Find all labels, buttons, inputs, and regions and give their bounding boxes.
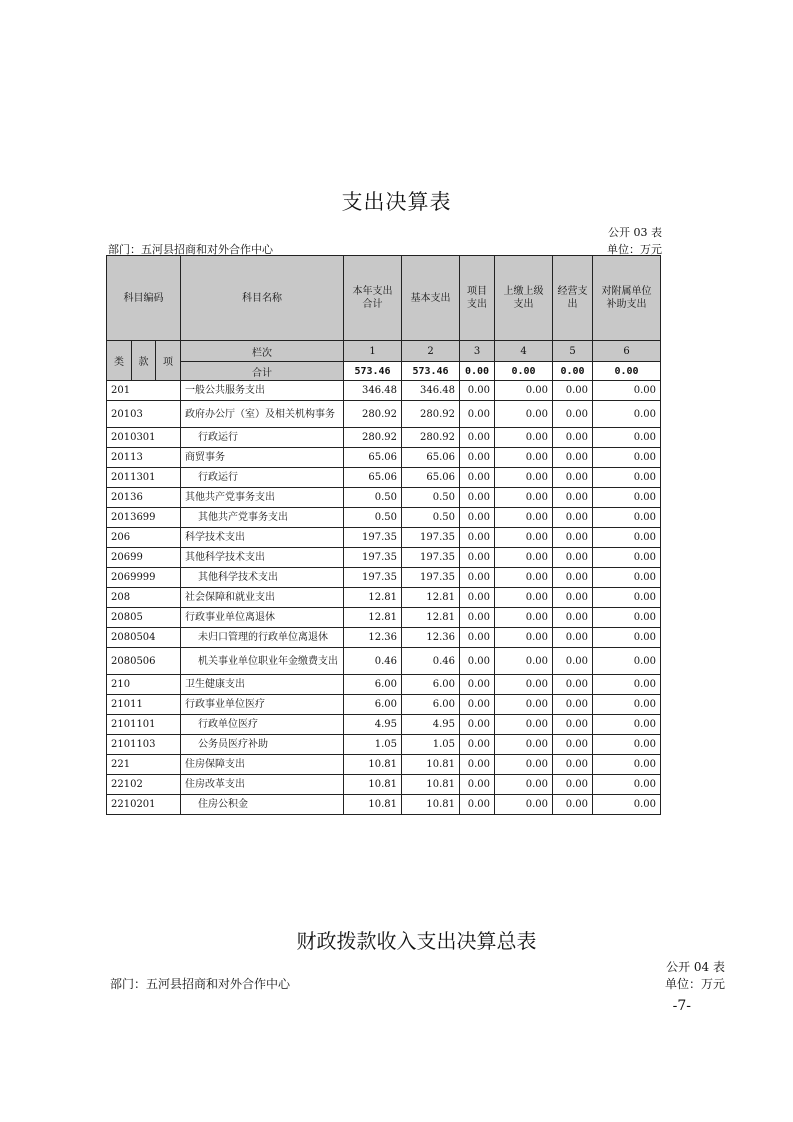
row-value: 0.00 <box>593 588 661 608</box>
table-row <box>107 448 661 468</box>
row-value: 197.35 <box>344 568 402 588</box>
row-value: 0.00 <box>553 675 593 695</box>
row-value: 0.00 <box>495 735 553 755</box>
row-value: 0.00 <box>593 568 661 588</box>
sum-value: 0.00 <box>495 362 553 381</box>
row-value: 280.92 <box>402 401 460 428</box>
table-row <box>107 401 661 428</box>
row-value: 1.05 <box>344 735 402 755</box>
row-value: 280.92 <box>344 401 402 428</box>
row-value: 0.00 <box>553 695 593 715</box>
row-value: 0.00 <box>553 608 593 628</box>
table-row <box>107 528 661 548</box>
row-value: 0.00 <box>460 675 495 695</box>
table-row <box>107 755 661 775</box>
table-row <box>107 568 661 588</box>
table1-title: 支出决算表 <box>341 190 452 214</box>
table-row <box>107 508 661 528</box>
row-name: 行政运行 <box>181 468 344 488</box>
col-number: 2 <box>402 341 460 362</box>
row-name: 科学技术支出 <box>181 528 344 548</box>
col-number: 6 <box>593 341 661 362</box>
row-value: 12.81 <box>402 588 460 608</box>
row-value: 0.00 <box>593 608 661 628</box>
header-project: 项目支出 <box>460 256 495 341</box>
header-name: 科目名称 <box>181 256 344 341</box>
row-value: 10.81 <box>402 775 460 795</box>
header-business: 经营支出 <box>553 256 593 341</box>
row-value: 0.00 <box>495 588 553 608</box>
row-value: 280.92 <box>402 428 460 448</box>
table-row <box>107 488 661 508</box>
row-value: 0.00 <box>460 508 495 528</box>
row-value: 0.00 <box>593 381 661 401</box>
header-xiang: 项 <box>156 341 181 381</box>
row-value: 10.81 <box>402 755 460 775</box>
row-code: 20699 <box>107 548 181 568</box>
row-value: 0.00 <box>495 775 553 795</box>
row-value: 10.81 <box>344 775 402 795</box>
row-name: 未归口管理的行政单位离退休 <box>181 628 344 648</box>
row-value: 0.00 <box>495 468 553 488</box>
row-value: 0.00 <box>593 468 661 488</box>
row-value: 197.35 <box>344 548 402 568</box>
row-value: 0.00 <box>460 755 495 775</box>
header-lei: 类 <box>107 341 132 381</box>
row-value: 0.00 <box>495 715 553 735</box>
row-code: 206 <box>107 528 181 548</box>
row-value: 197.35 <box>402 528 460 548</box>
table2-unit: 单位：万元 <box>664 977 725 991</box>
row-value: 346.48 <box>344 381 402 401</box>
row-value: 0.00 <box>593 695 661 715</box>
row-code: 20805 <box>107 608 181 628</box>
row-name: 公务员医疗补助 <box>181 735 344 755</box>
row-value: 0.00 <box>593 775 661 795</box>
row-value: 0.00 <box>495 755 553 775</box>
row-value: 0.00 <box>495 628 553 648</box>
row-value: 0.00 <box>593 715 661 735</box>
page-number: -7- <box>672 998 691 1014</box>
row-value: 0.00 <box>460 401 495 428</box>
row-code: 2101103 <box>107 735 181 755</box>
row-value: 0.00 <box>495 648 553 675</box>
row-code: 208 <box>107 588 181 608</box>
row-code: 2080506 <box>107 648 181 675</box>
row-name: 一般公共服务支出 <box>181 381 344 401</box>
row-value: 0.00 <box>553 508 593 528</box>
row-value: 0.00 <box>495 795 553 815</box>
row-value: 0.00 <box>495 568 553 588</box>
row-value: 0.00 <box>553 715 593 735</box>
row-code: 2010301 <box>107 428 181 448</box>
row-value: 0.00 <box>495 548 553 568</box>
row-value: 0.00 <box>553 775 593 795</box>
row-value: 0.50 <box>402 488 460 508</box>
sum-value: 573.46 <box>344 362 402 381</box>
row-value: 0.00 <box>553 548 593 568</box>
row-value: 0.00 <box>495 428 553 448</box>
row-value: 197.35 <box>344 528 402 548</box>
row-value: 0.00 <box>593 428 661 448</box>
row-name: 行政事业单位离退休 <box>181 608 344 628</box>
row-value: 0.00 <box>460 628 495 648</box>
row-value: 6.00 <box>402 695 460 715</box>
row-code: 20113 <box>107 448 181 468</box>
row-value: 0.00 <box>495 695 553 715</box>
row-value: 0.00 <box>553 401 593 428</box>
row-value: 0.00 <box>593 448 661 468</box>
table1-department: 部门：五河县招商和对外合作中心 <box>108 243 273 256</box>
row-code: 20136 <box>107 488 181 508</box>
row-value: 0.46 <box>344 648 402 675</box>
table-row <box>107 548 661 568</box>
row-value: 4.95 <box>344 715 402 735</box>
row-value: 0.00 <box>460 448 495 468</box>
row-value: 0.00 <box>553 381 593 401</box>
table-row <box>107 735 661 755</box>
row-code: 2210201 <box>107 795 181 815</box>
row-value: 197.35 <box>402 548 460 568</box>
row-value: 0.00 <box>593 508 661 528</box>
row-name: 其他共产党事务支出 <box>181 508 344 528</box>
row-name: 行政单位医疗 <box>181 715 344 735</box>
row-value: 10.81 <box>344 755 402 775</box>
row-value: 0.00 <box>460 468 495 488</box>
row-value: 10.81 <box>402 795 460 815</box>
row-code: 2080504 <box>107 628 181 648</box>
row-value: 0.00 <box>495 508 553 528</box>
row-name: 行政运行 <box>181 428 344 448</box>
table-row <box>107 775 661 795</box>
row-code: 2101101 <box>107 715 181 735</box>
header-basic: 基本支出 <box>402 256 460 341</box>
row-value: 0.00 <box>460 715 495 735</box>
sum-value: 573.46 <box>402 362 460 381</box>
row-value: 0.00 <box>553 648 593 675</box>
col-number: 4 <box>495 341 553 362</box>
row-value: 10.81 <box>344 795 402 815</box>
row-name: 住房改革支出 <box>181 775 344 795</box>
row-value: 0.00 <box>593 401 661 428</box>
header-code: 科目编码 <box>107 256 181 341</box>
table1-code: 公开 03 表 <box>608 226 662 239</box>
table-row <box>107 468 661 488</box>
row-value: 0.00 <box>593 675 661 695</box>
row-code: 22102 <box>107 775 181 795</box>
header-total: 本年支出合计 <box>344 256 402 341</box>
row-value: 0.00 <box>553 448 593 468</box>
row-value: 1.05 <box>402 735 460 755</box>
header-lanci: 栏次 <box>181 341 344 362</box>
row-value: 0.00 <box>553 588 593 608</box>
header-subsidy: 对附属单位补助支出 <box>593 256 661 341</box>
sum-row <box>107 362 661 381</box>
row-value: 0.00 <box>553 795 593 815</box>
row-value: 0.00 <box>593 755 661 775</box>
row-value: 0.00 <box>495 488 553 508</box>
row-value: 0.00 <box>553 568 593 588</box>
row-value: 0.00 <box>460 381 495 401</box>
row-name: 其他科学技术支出 <box>181 568 344 588</box>
row-value: 0.50 <box>344 488 402 508</box>
row-value: 0.00 <box>553 468 593 488</box>
row-code: 20103 <box>107 401 181 428</box>
row-value: 0.46 <box>402 648 460 675</box>
table-row <box>107 675 661 695</box>
row-name: 商贸事务 <box>181 448 344 468</box>
row-value: 0.00 <box>495 401 553 428</box>
row-value: 0.50 <box>344 508 402 528</box>
row-value: 0.00 <box>460 775 495 795</box>
row-value: 0.00 <box>593 648 661 675</box>
table-row <box>107 795 661 815</box>
row-value: 0.00 <box>460 695 495 715</box>
row-value: 0.00 <box>553 528 593 548</box>
header-kuan: 款 <box>132 341 156 381</box>
table2-department: 部门：五河县招商和对外合作中心 <box>110 977 291 991</box>
row-name: 卫生健康支出 <box>181 675 344 695</box>
expenditure-table <box>106 255 661 815</box>
row-value: 12.36 <box>402 628 460 648</box>
row-value: 0.00 <box>593 628 661 648</box>
table-row <box>107 715 661 735</box>
row-name: 机关事业单位职业年金缴费支出 <box>181 648 344 675</box>
row-value: 0.00 <box>495 381 553 401</box>
row-value: 280.92 <box>344 428 402 448</box>
row-value: 0.00 <box>460 548 495 568</box>
row-value: 12.81 <box>344 588 402 608</box>
row-value: 0.00 <box>495 675 553 695</box>
sum-value: 0.00 <box>593 362 661 381</box>
row-value: 0.00 <box>495 448 553 468</box>
table-row <box>107 381 661 401</box>
row-value: 0.00 <box>460 568 495 588</box>
row-name: 住房公积金 <box>181 795 344 815</box>
row-value: 0.00 <box>593 528 661 548</box>
row-value: 0.00 <box>593 548 661 568</box>
sum-value: 0.00 <box>460 362 495 381</box>
column-number-row <box>107 341 661 362</box>
row-name: 其他共产党事务支出 <box>181 488 344 508</box>
header-row <box>107 256 661 341</box>
row-value: 0.00 <box>495 608 553 628</box>
table2-code: 公开 04 表 <box>666 960 725 974</box>
table-row <box>107 695 661 715</box>
row-code: 2013699 <box>107 508 181 528</box>
row-value: 0.00 <box>553 755 593 775</box>
row-code: 21011 <box>107 695 181 715</box>
row-value: 197.35 <box>402 568 460 588</box>
row-value: 0.00 <box>460 795 495 815</box>
row-code: 201 <box>107 381 181 401</box>
row-value: 0.00 <box>553 488 593 508</box>
col-number: 5 <box>553 341 593 362</box>
row-code: 210 <box>107 675 181 695</box>
row-value: 65.06 <box>344 468 402 488</box>
row-name: 行政事业单位医疗 <box>181 695 344 715</box>
sum-label: 合计 <box>181 362 344 381</box>
row-value: 0.00 <box>495 528 553 548</box>
row-value: 65.06 <box>402 468 460 488</box>
row-value: 65.06 <box>402 448 460 468</box>
col-number: 1 <box>344 341 402 362</box>
row-value: 12.81 <box>344 608 402 628</box>
table-row <box>107 628 661 648</box>
row-value: 0.00 <box>593 488 661 508</box>
row-value: 6.00 <box>344 695 402 715</box>
row-name: 住房保障支出 <box>181 755 344 775</box>
row-value: 0.00 <box>593 795 661 815</box>
row-value: 0.00 <box>460 735 495 755</box>
row-value: 0.00 <box>553 628 593 648</box>
row-value: 4.95 <box>402 715 460 735</box>
row-value: 0.50 <box>402 508 460 528</box>
table-row <box>107 608 661 628</box>
row-value: 65.06 <box>344 448 402 468</box>
row-code: 2011301 <box>107 468 181 488</box>
row-value: 0.00 <box>460 528 495 548</box>
header-upper: 上缴上级支出 <box>495 256 553 341</box>
table2-title: 财政拨款收入支出决算总表 <box>296 929 537 953</box>
table-row <box>107 648 661 675</box>
table-row <box>107 428 661 448</box>
row-code: 221 <box>107 755 181 775</box>
row-value: 0.00 <box>593 735 661 755</box>
row-value: 346.48 <box>402 381 460 401</box>
table-row <box>107 588 661 608</box>
row-value: 0.00 <box>553 428 593 448</box>
row-value: 0.00 <box>460 608 495 628</box>
row-value: 12.81 <box>402 608 460 628</box>
sum-value: 0.00 <box>553 362 593 381</box>
col-number: 3 <box>460 341 495 362</box>
row-name: 其他科学技术支出 <box>181 548 344 568</box>
row-value: 0.00 <box>553 735 593 755</box>
row-value: 0.00 <box>460 428 495 448</box>
row-value: 12.36 <box>344 628 402 648</box>
row-name: 政府办公厅（室）及相关机构事务 <box>181 401 344 428</box>
row-value: 6.00 <box>402 675 460 695</box>
row-value: 0.00 <box>460 588 495 608</box>
row-code: 2069999 <box>107 568 181 588</box>
row-value: 6.00 <box>344 675 402 695</box>
row-value: 0.00 <box>460 488 495 508</box>
table1-unit: 单位：万元 <box>607 243 662 256</box>
row-value: 0.00 <box>460 648 495 675</box>
row-name: 社会保障和就业支出 <box>181 588 344 608</box>
